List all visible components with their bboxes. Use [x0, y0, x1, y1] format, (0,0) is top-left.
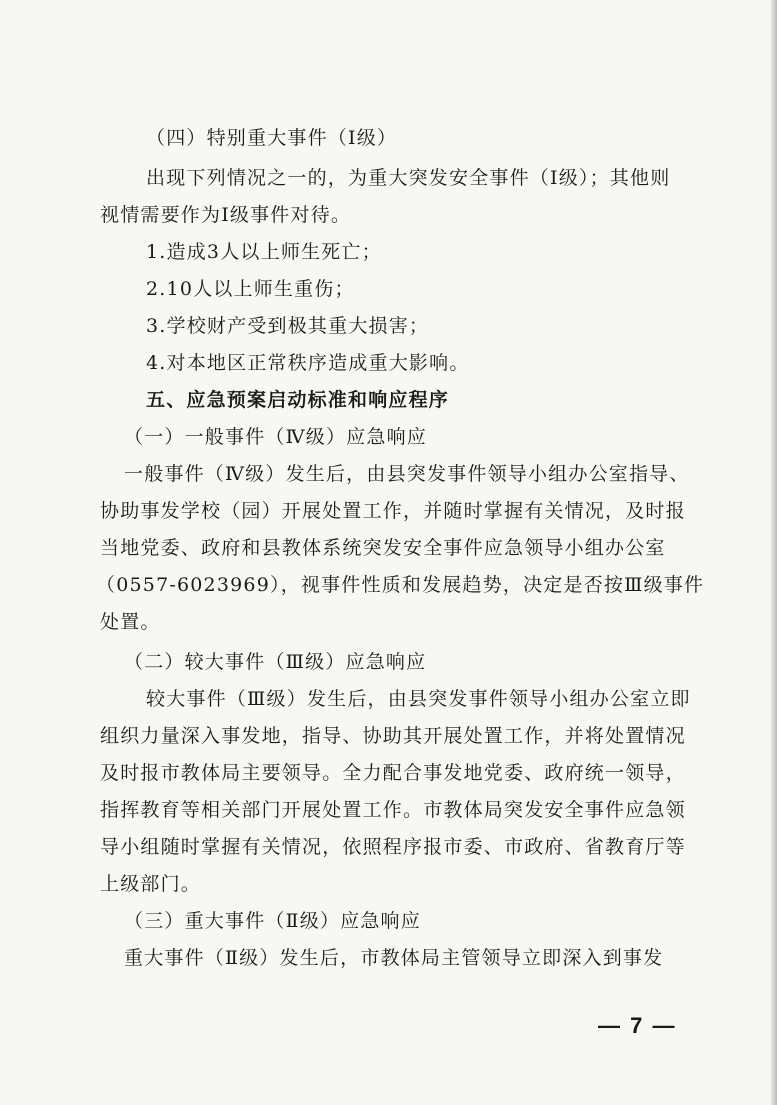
section-heading-1: （一）一般事件（Ⅳ级）应急响应: [124, 426, 427, 448]
paragraph-line: 协助事发学校（园）开展处置工作，并随时掌握有关情况，及时报: [100, 500, 686, 522]
paragraph-line: 组织力量深入事发地，指导、协助其开展处置工作，并将处置情况: [100, 725, 686, 747]
list-item: 4.对本地区正常秩序造成重大影响。: [146, 352, 470, 374]
section-heading-3: （三）重大事件（Ⅱ级）应急响应: [124, 910, 421, 932]
paragraph-line: 及时报市教体局主要领导。全力配合事发地党委、政府统一领导，: [100, 762, 686, 784]
scan-edge-shadow: [771, 0, 777, 1105]
page-number: — 7 —: [598, 1013, 677, 1038]
chapter-heading: 五、应急预案启动标准和响应程序: [146, 389, 450, 411]
paragraph-line: 一般事件（Ⅳ级）发生后，由县突发事件领导小组办公室指导、: [124, 463, 690, 485]
paragraph-line: 指挥教育等相关部门开展处置工作。市教体局突发安全事件应急领: [100, 799, 686, 821]
paragraph-line: 视情需要作为Ⅰ级事件对待。: [100, 204, 352, 226]
paragraph-line: 处置。: [100, 611, 161, 633]
paragraph-line: 上级部门。: [100, 873, 202, 895]
section-heading-2: （二）较大事件（Ⅲ级）应急响应: [124, 651, 427, 673]
paragraph-line: 较大事件（Ⅲ级）发生后，由县突发事件领导小组办公室立即: [146, 688, 691, 710]
paragraph-line: 出现下列情况之一的，为重大突发安全事件（Ⅰ级）；其他则: [146, 167, 671, 189]
paragraph-line: 导小组随时掌握有关情况，依照程序报市委、市政府、省教育厅等: [100, 836, 686, 858]
paragraph-line: 重大事件（Ⅱ级）发生后，市教体局主管领导立即深入到事发: [124, 947, 664, 969]
paragraph-line: （0557-6023969），视事件性质和发展趋势，决定是否按Ⅲ级事件: [96, 574, 705, 596]
section-heading-4: （四）特别重大事件（Ⅰ级）: [146, 127, 398, 149]
paragraph-line: 当地党委、政府和县教体系统突发安全事件应急领导小组办公室: [100, 537, 666, 559]
list-item: 1.造成3人以上师生死亡；: [146, 241, 382, 263]
list-item: 2.10人以上师生重伤；: [146, 278, 355, 300]
list-item: 3.学校财产受到极其重大损害；: [146, 315, 430, 337]
